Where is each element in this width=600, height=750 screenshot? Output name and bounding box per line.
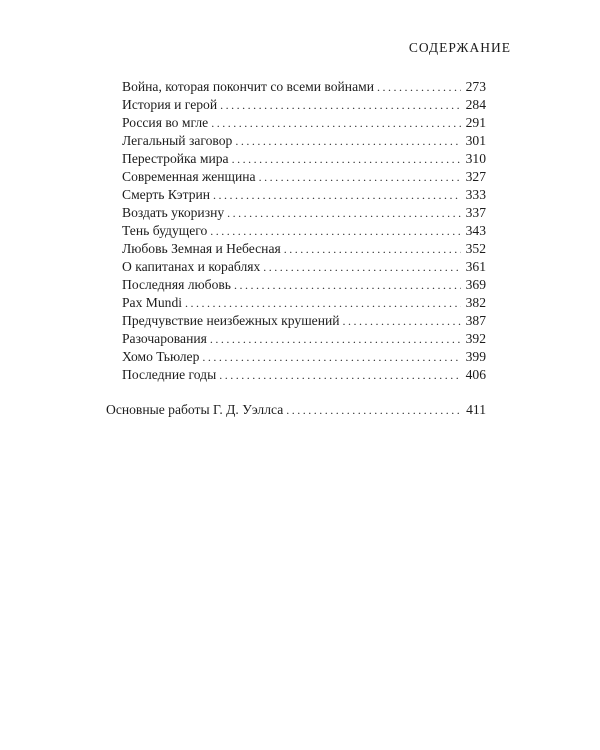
toc-entry-page: 399 (465, 349, 486, 364)
toc-entry (122, 258, 486, 275)
toc-entry (122, 168, 486, 185)
toc-entry-title: Смерть Кэтрин (122, 187, 211, 202)
toc-entry-page: 301 (465, 133, 486, 148)
dot-leader (211, 115, 460, 132)
dot-leader (259, 169, 461, 186)
toc-entry-page: 291 (465, 115, 486, 130)
toc-entry (122, 132, 486, 149)
dot-leader (210, 331, 461, 348)
toc-entry-page: 392 (465, 331, 486, 346)
toc-entry-page: 310 (465, 151, 486, 166)
toc-entry-title: Хомо Тьюлер (122, 349, 200, 364)
toc-entry-page: 369 (465, 277, 486, 292)
toc-entry (122, 348, 486, 365)
dot-leader (286, 402, 461, 419)
dot-leader (185, 295, 461, 312)
toc-entry-title: Последняя любовь (122, 277, 231, 292)
toc-entry (122, 276, 486, 293)
toc-entry (122, 294, 486, 311)
toc-entry (122, 150, 486, 167)
toc-entry-title: Любовь Земная и Небесная (122, 241, 281, 256)
dot-leader (284, 241, 461, 258)
toc-entry (122, 204, 486, 221)
toc-entry-page: 327 (465, 169, 486, 184)
toc-entry (122, 96, 486, 113)
toc-entry-title: Разочарования (122, 331, 207, 346)
dot-leader (219, 367, 460, 384)
toc-entry-title: Pax Mundi (122, 295, 183, 310)
dot-leader (220, 97, 461, 114)
toc-entry-title: История и герой (122, 97, 218, 112)
toc-entry-page: 337 (465, 205, 486, 220)
dot-leader (235, 133, 460, 150)
toc-entry (122, 312, 486, 329)
dot-leader (232, 151, 461, 168)
dot-leader (234, 277, 461, 294)
toc-entry-page: 411 (466, 402, 486, 417)
dot-leader (263, 259, 460, 276)
toc-entry-title: Россия во мгле (122, 115, 209, 130)
toc-entry-title: Перестройка мира (122, 151, 229, 166)
toc-entry (122, 240, 486, 257)
toc-entry-title: Легальный заговор (122, 133, 233, 148)
toc-entry-page: 284 (465, 97, 486, 112)
toc-entry-title: Предчувствие неизбежных крушений (122, 313, 340, 328)
toc-entry (122, 330, 486, 347)
toc-entry-page: 343 (465, 223, 486, 238)
toc-entry-title: Последние годы (122, 367, 217, 382)
toc-entry (122, 78, 486, 95)
toc-entry (122, 222, 486, 239)
toc-entry (122, 186, 486, 203)
toc-entry-page: 333 (465, 187, 486, 202)
toc-entry-title: Воздать укоризну (122, 205, 225, 220)
toc-entry (122, 114, 486, 131)
toc-entry-title: Современная женщина (122, 169, 256, 184)
dot-leader (213, 187, 461, 204)
toc-entry-page: 273 (465, 79, 486, 94)
toc-entry-page: 352 (465, 241, 486, 256)
toc-entry-page: 387 (465, 313, 486, 328)
toc-entry-title: Тень будущего (122, 223, 208, 238)
toc-entry (122, 366, 486, 383)
toc-entry-page: 382 (465, 295, 486, 310)
dot-leader (227, 205, 460, 222)
toc-final-entry (106, 401, 486, 418)
toc-entry-title: О капитанах и кораблях (122, 259, 261, 274)
toc-entry-title: Основные работы Г. Д. Уэллса (106, 402, 284, 417)
dot-leader (343, 313, 461, 330)
toc-entry-title: Война, которая покончит со всеми войнами (122, 79, 374, 94)
toc-entry-page: 361 (465, 259, 486, 274)
dot-leader (210, 223, 460, 240)
toc-entry-page: 406 (465, 367, 486, 382)
dot-leader (377, 79, 461, 96)
running-head: СОДЕРЖАНИЕ (408, 40, 511, 55)
dot-leader (202, 349, 460, 366)
